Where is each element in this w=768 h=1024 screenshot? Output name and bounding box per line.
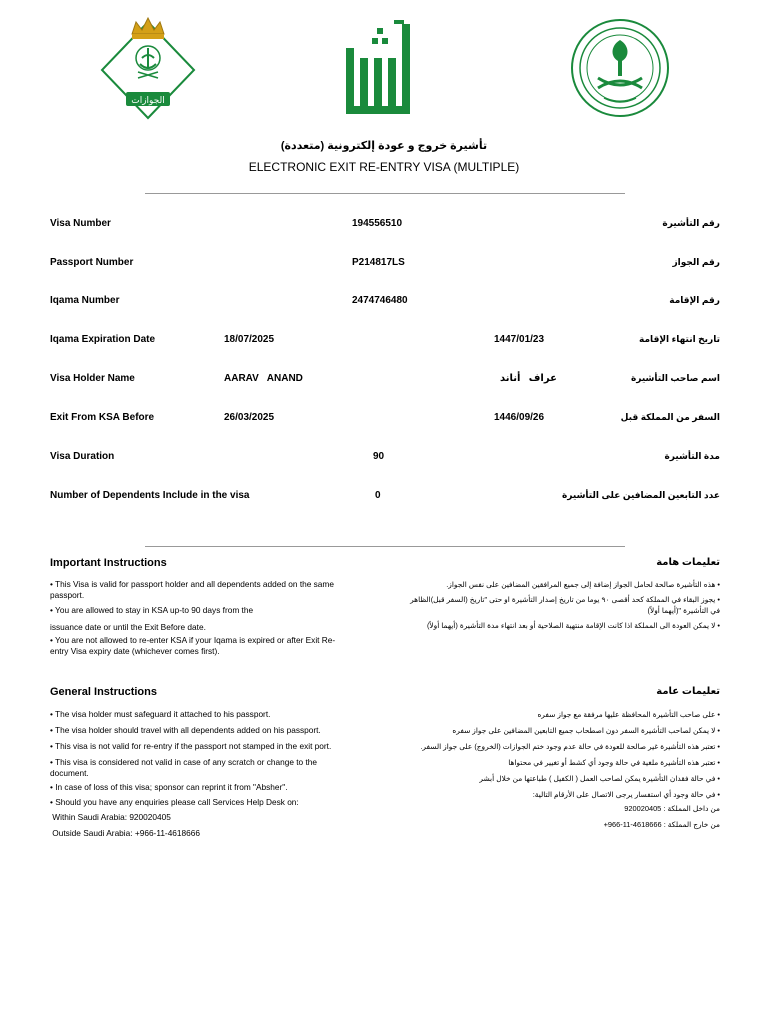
ministry-of-interior-logo [570, 16, 670, 120]
list-item: • تعتبر هذه التأشيرة غير صالحة للعودة في حالة عدم وجود ختم الجوازات (الخروج) على جواز السفر. [420, 742, 720, 751]
jawazat-logo-text: الجوازات [131, 96, 165, 106]
list-item: • The visa holder must safeguard it attached to his passport. [50, 709, 271, 719]
general-list-ar [400, 709, 720, 830]
field-label-ar: رقم الإقامة [669, 295, 720, 305]
list-item: من خارج المملكة : 4618666-11-966+ [603, 820, 720, 829]
field-value: 194556510 [352, 218, 403, 229]
list-item: • في حالة فقدان التأشيرة يمكن لصاحب العمل ( الكفيل ) طباعتها من خلال أبشر [479, 774, 720, 783]
field-label-en: Visa Duration [50, 451, 115, 462]
document-title-ar: تأشيرة خروج و عودة إلكترونية (متعددة) [280, 140, 488, 152]
general-list-en [50, 709, 350, 839]
field-value: 90 [373, 451, 385, 462]
list-item: • In case of loss of this visa; sponsor can reprint it from "Absher". [50, 782, 288, 792]
list-item: • تعتبر هذه التأشيرة ملغية في حالة وجود أي كشط أو تغيير في محتواها [508, 758, 720, 767]
field-value: 0 [375, 490, 381, 501]
document-title-en: ELECTRONIC EXIT RE-ENTRY VISA (MULTIPLE) [248, 160, 520, 174]
field-label-en: Visa Number [50, 218, 111, 229]
list-item: • The visa holder should travel with all dependents added on his passport. [50, 725, 321, 735]
field-row-visa-holder-name [0, 373, 768, 389]
list-item: من داخل المملكة : 920020405 [624, 804, 720, 813]
field-row-iqama-number [0, 295, 768, 311]
field-label-ar: عدد التابعين المضافين على التأشيرة [561, 490, 720, 500]
list-item: • Should you have any enquiries please call Services Help Desk on: [50, 797, 299, 807]
field-value: AARAV ANAND [224, 373, 303, 384]
field-value-hijri: 1446/09/26 [494, 412, 545, 423]
field-label-en: Iqama Number [50, 295, 120, 306]
list-item: • This Visa is valid for passport holder and all dependents added on the same passport. [50, 579, 334, 600]
important-heading-en: Important Instructions [50, 557, 167, 569]
field-label-en: Passport Number [50, 257, 134, 268]
field-row-dependents [0, 490, 768, 506]
important-heading-ar: تعليمات هامة [656, 557, 720, 568]
important-list-en [50, 579, 350, 657]
field-value: 26/03/2025 [224, 412, 275, 423]
top-divider [145, 193, 625, 194]
list-item: Outside Saudi Arabia: +966-11-4618666 [50, 828, 200, 838]
jawazat-logo [98, 12, 198, 124]
field-label-en: Iqama Expiration Date [50, 334, 156, 345]
field-row-visa-duration [0, 451, 768, 467]
list-item: • يجوز البقاء في المملكة كحد أقصى ٩٠ يوما من تاريخ إصدار التأشيرة او حتى "تاريخ (السفر قبل)الظاهر في التأشيرة "(أيهما أولاً) [410, 595, 720, 615]
field-label-ar: رقم الجواز [672, 257, 720, 267]
important-list-ar [400, 579, 720, 631]
field-value-ar: عراف أناند [500, 373, 557, 384]
absher-logo [338, 20, 418, 124]
field-label-ar: مدة التأشيرة [664, 451, 720, 461]
field-label-ar: اسم صاحب التأشيرة [630, 373, 720, 383]
list-item: • لا يمكن العودة الى المملكة اذا كانت الإقامة منتهية الصلاحية أو بعد انتهاء مدة التأشيرة (أيهما أولاً) [426, 621, 720, 630]
field-row-passport-number [0, 257, 768, 273]
list-item: • في حالة وجود أي استفسار يرجى الاتصال على الأرقام التالية: [532, 790, 720, 799]
list-item: • على صاحب التأشيرة المحافظة عليها مرفقة مع جواز سفره [537, 710, 720, 719]
list-item: • You are allowed to stay in KSA up-to 90 days from the [50, 605, 254, 615]
general-heading-en: General Instructions [50, 686, 157, 698]
field-label-en: Exit From KSA Before [50, 412, 155, 423]
field-value-hijri: 1447/01/23 [494, 334, 545, 345]
field-label-en: Visa Holder Name [50, 373, 135, 384]
field-row-visa-number [0, 218, 768, 234]
general-heading-ar: تعليمات عامة [656, 686, 720, 697]
field-value: 18/07/2025 [224, 334, 275, 345]
list-item: • لا يمكن لصاحب التأشيرة السفر دون اصطحاب جميع التابعين المضافين على جواز سفره [452, 726, 720, 735]
field-value: 2474746480 [352, 295, 408, 306]
field-row-iqama-expiration [0, 334, 768, 350]
field-label-en: Number of Dependents Include in the visa [50, 490, 250, 501]
list-item: • This visa is considered not valid in case of any scratch or change to the document. [50, 757, 318, 778]
field-label-ar: تاريخ انتهاء الإقامة [639, 334, 720, 344]
middle-divider [145, 546, 625, 547]
list-item: Within Saudi Arabia: 920020405 [50, 812, 171, 822]
list-item: issuance date or until the Exit Before date. [50, 622, 206, 632]
field-row-exit-before [0, 412, 768, 428]
list-item: • هذه التأشيرة صالحة لحامل الجواز إضافة إلى جميع المرافقين المضافين على نفس الجواز. [446, 580, 720, 589]
list-item: • You are not allowed to re-enter KSA if your Iqama is expired or after Exit Re-entry Visa expiry date (whichever comes first). [50, 635, 336, 656]
field-value: P214817LS [352, 257, 405, 268]
field-label-ar: رقم التأشيرة [662, 218, 720, 228]
list-item: • This visa is not valid for re-entry if the passport not stamped in the exit port. [50, 741, 332, 751]
field-label-ar: السفر من المملكة قبل [620, 412, 720, 422]
